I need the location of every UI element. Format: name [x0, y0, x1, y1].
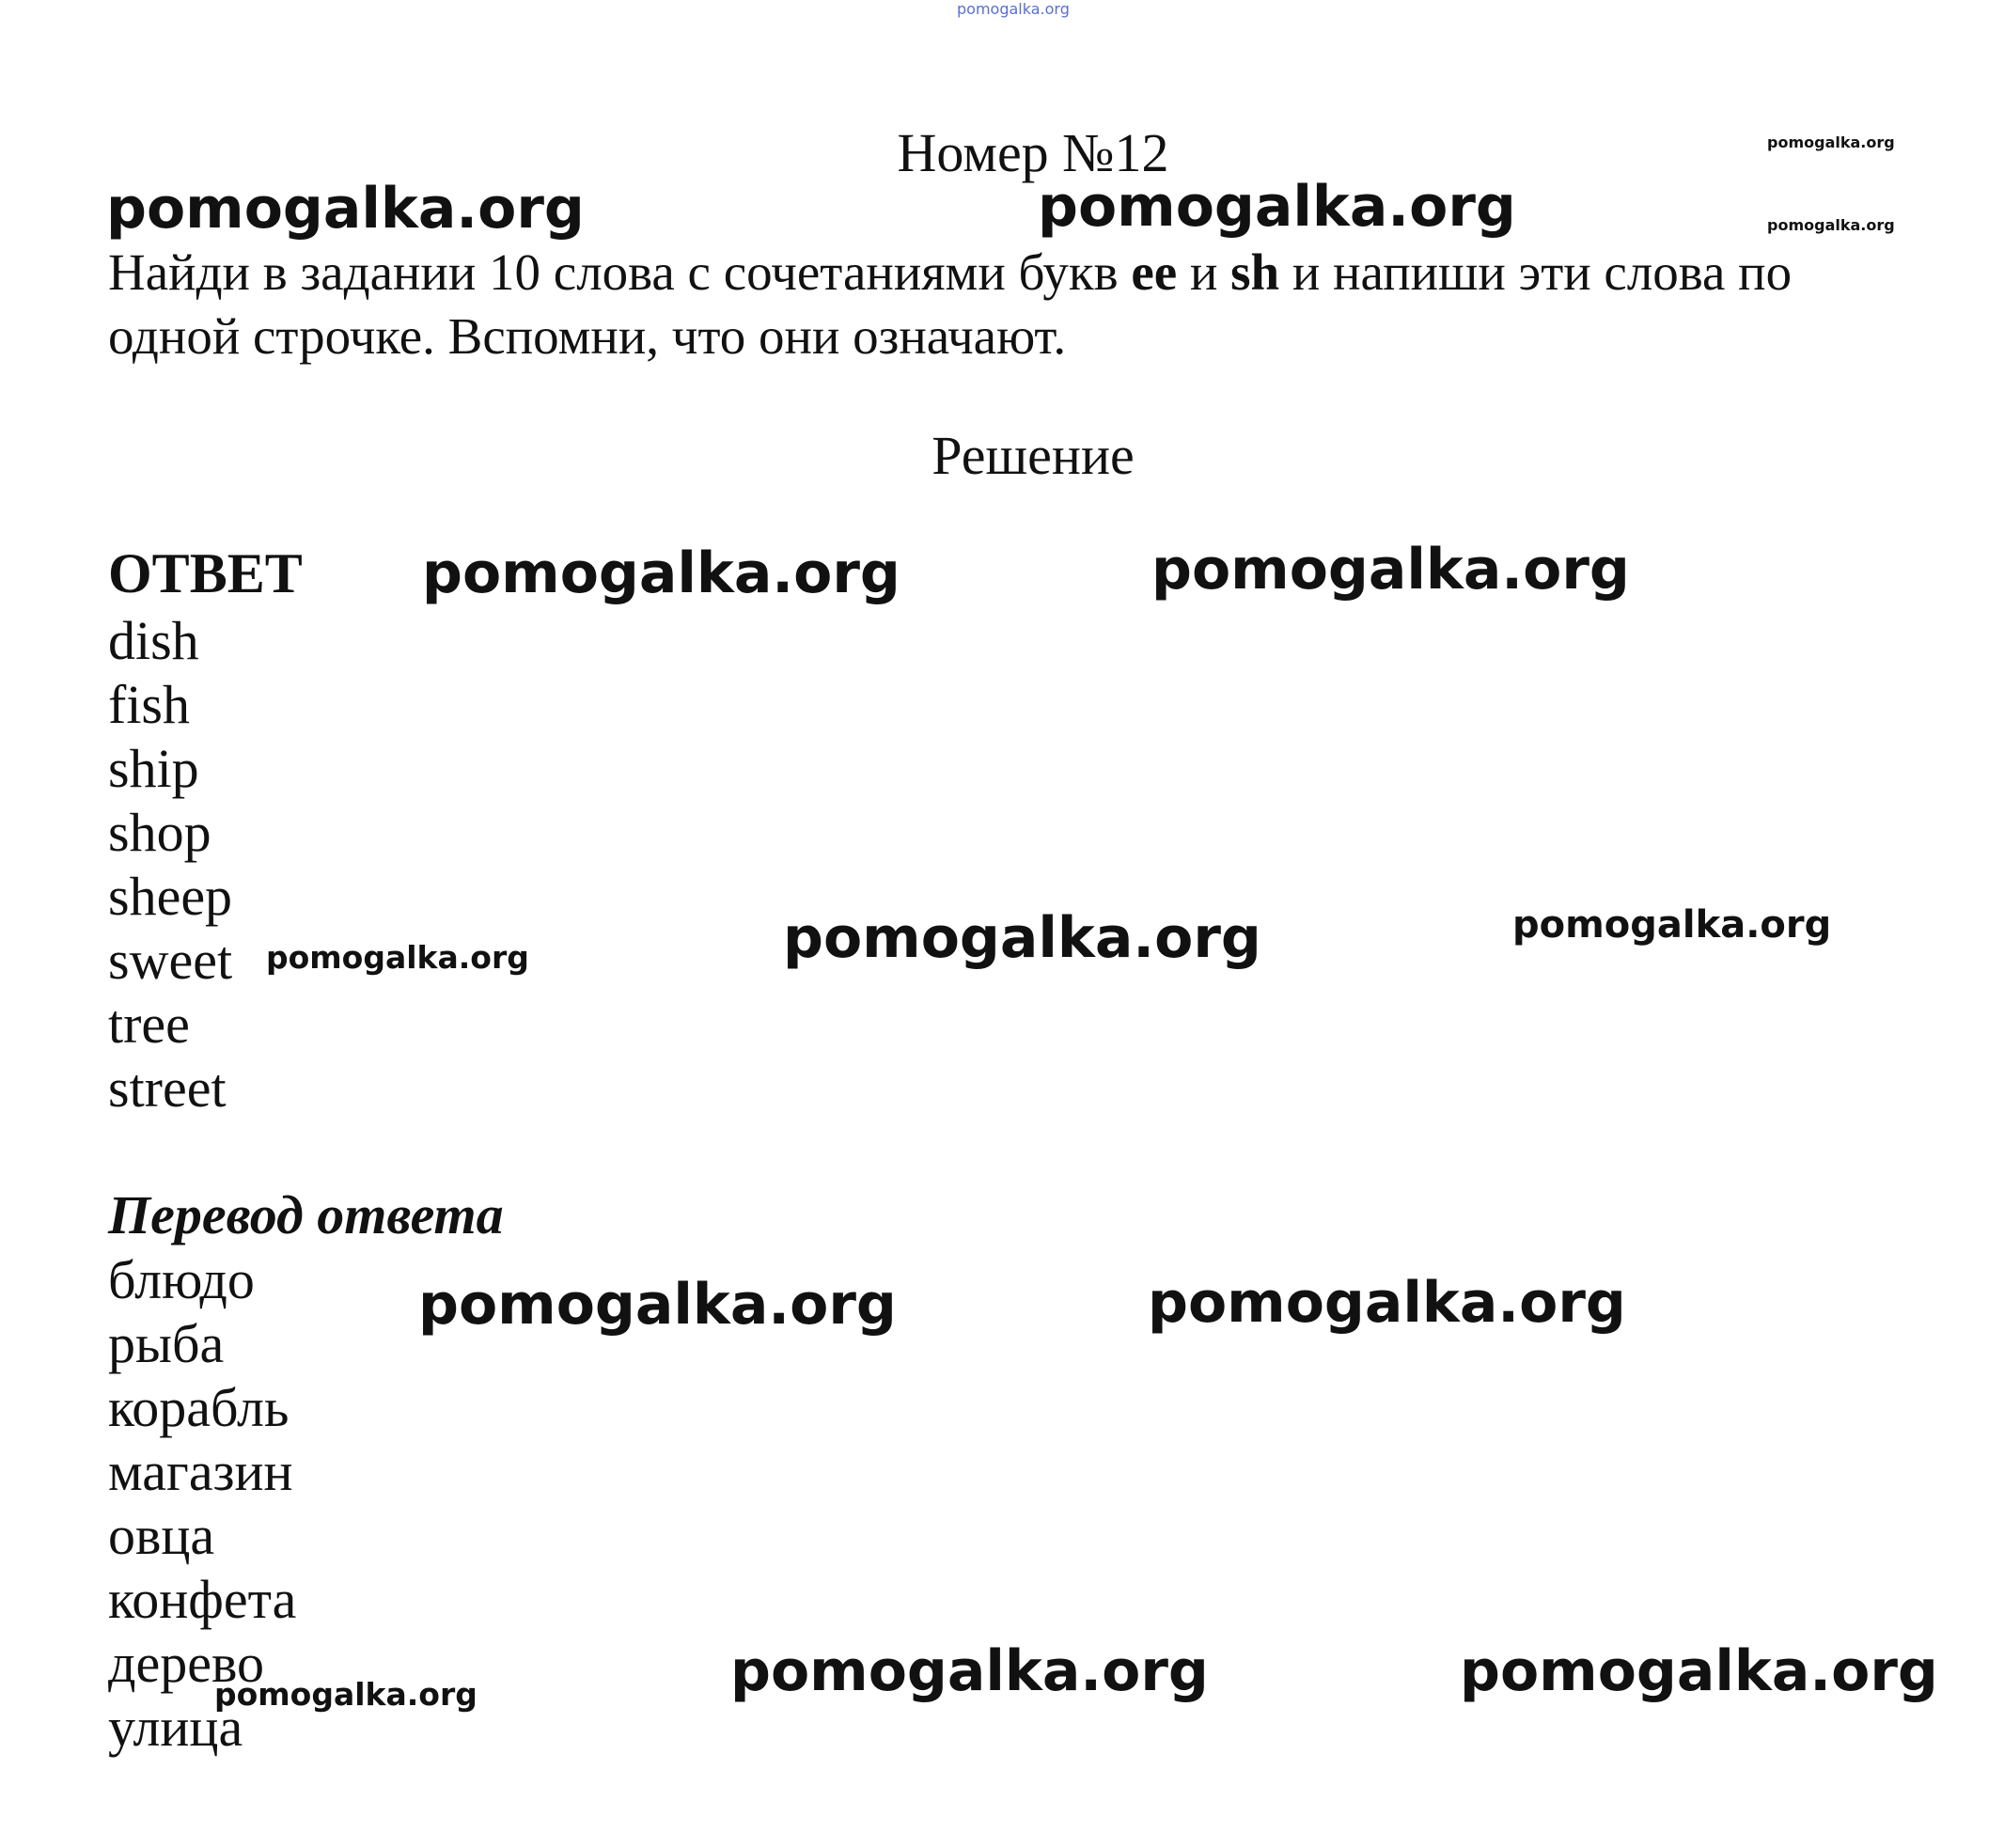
translation-word: блюдо	[108, 1249, 255, 1310]
watermark-small-right-1: pomogalka.org	[1767, 133, 1895, 151]
translation-word: улица	[108, 1697, 243, 1758]
answer-word: street	[108, 1057, 227, 1119]
translation-word: конфета	[108, 1569, 297, 1630]
answer-word: dish	[108, 610, 199, 671]
translation-word: овца	[108, 1505, 215, 1566]
watermark-large: pomogalka.org	[1151, 537, 1630, 603]
task-text-part: Найди в задании 10 слова с сочетаниями букв	[108, 243, 1132, 301]
task-bold-letters: sh	[1230, 243, 1280, 301]
translation-word: корабль	[108, 1377, 290, 1438]
watermark-large: pomogalka.org	[730, 1638, 1209, 1704]
watermark-large: pomogalka.org	[106, 176, 585, 242]
answer-word: ship	[108, 738, 199, 799]
answer-word: fish	[108, 674, 190, 735]
translation-word: рыба	[108, 1313, 225, 1374]
task-text-part: и напиши эти слова по одной строчке. Вспомни, что они означают.	[108, 243, 1793, 365]
watermark-top-tiny: pomogalka.org	[957, 0, 1070, 18]
answer-word: tree	[108, 994, 190, 1055]
answer-word-list	[108, 609, 232, 1120]
watermark-large: pomogalka.org	[1148, 1270, 1626, 1336]
translation-word: магазин	[108, 1441, 293, 1502]
answer-word: sweet	[108, 930, 233, 991]
watermark-large: pomogalka.org	[1460, 1638, 1938, 1704]
solution-heading: Решение	[932, 425, 1135, 486]
answer-heading: ОТВЕТ	[108, 542, 303, 604]
translation-heading: Перевод ответа	[108, 1184, 504, 1245]
watermark-large: pomogalka.org	[1038, 174, 1516, 240]
watermark-small-right-2: pomogalka.org	[1767, 216, 1895, 234]
page-title: Номер №12	[897, 122, 1169, 183]
watermark-medium: pomogalka.org	[266, 939, 529, 976]
watermark-large: pomogalka.org	[422, 540, 900, 606]
task-instructions	[108, 241, 1913, 368]
watermark-medium: pomogalka.org	[1512, 903, 1832, 947]
watermark-large: pomogalka.org	[783, 905, 1261, 971]
task-text-part: и	[1177, 243, 1231, 301]
answer-word: shop	[108, 802, 211, 863]
task-bold-letters: ee	[1131, 243, 1178, 301]
watermark-medium: pomogalka.org	[214, 1676, 478, 1713]
watermark-large: pomogalka.org	[418, 1272, 897, 1338]
translation-word: дерево	[108, 1633, 264, 1694]
answer-word: sheep	[108, 866, 233, 927]
